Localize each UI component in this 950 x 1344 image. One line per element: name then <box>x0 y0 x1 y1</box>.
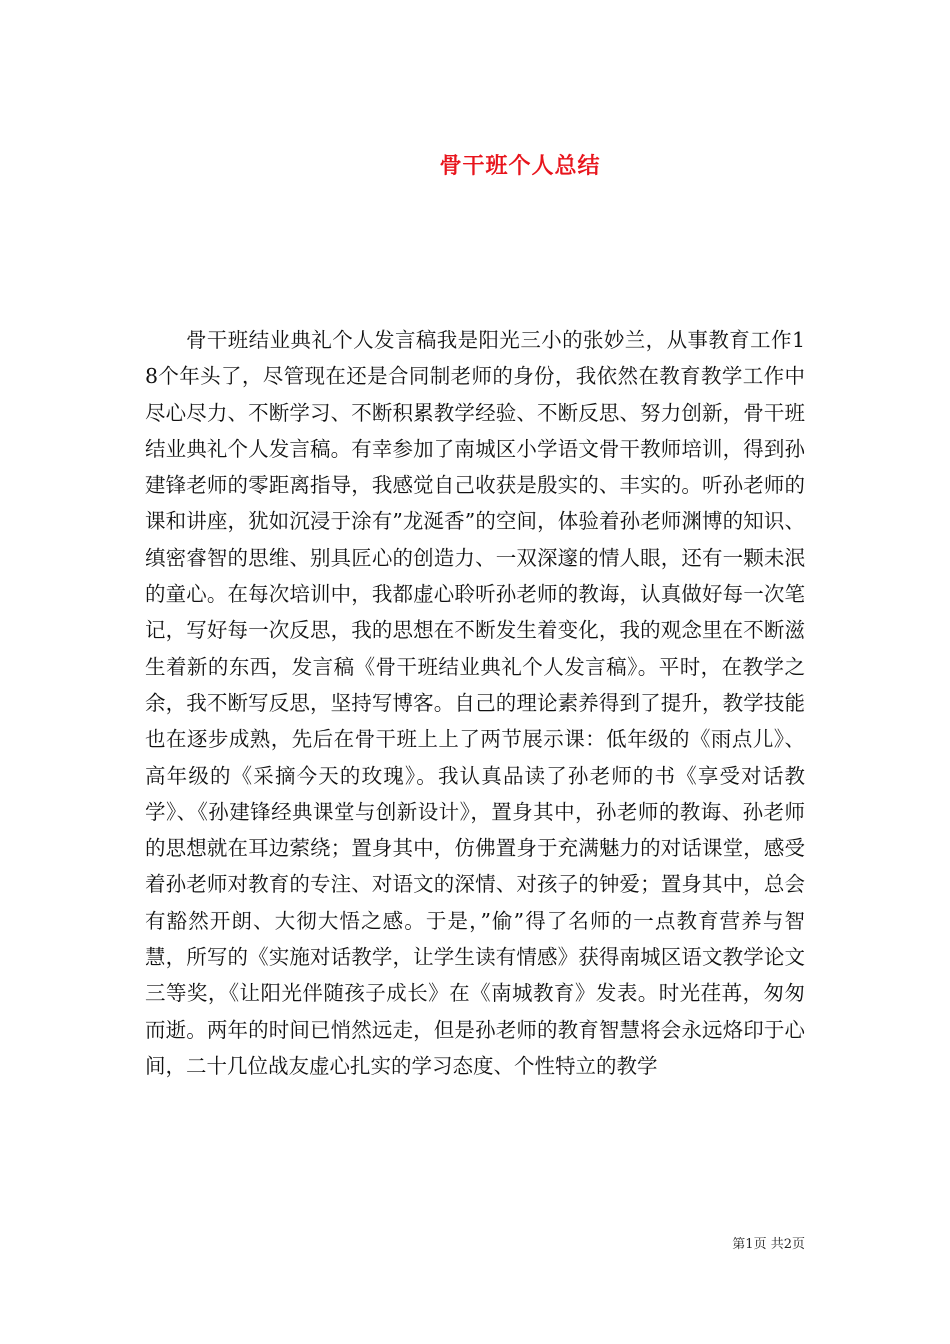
footer-prefix: 第 <box>732 1237 746 1252</box>
page-footer <box>732 1236 805 1254</box>
footer-current-page: 1 <box>745 1237 754 1252</box>
footer-middle: 页 共 <box>753 1237 784 1252</box>
footer-total-pages: 2 <box>783 1237 792 1252</box>
body-paragraph: 骨干班结业典礼个人发言稿我是阳光三小的张妙兰，从事教育工作18个年头了，尽管现在还是合同制老师的身份，我依然在教育教学工作中尽心尽力、不断学习、不断积累教学经验、不断反思、努力创新，骨干班结业典礼个人发言稿。有幸参加了南城区小学语文骨干教师培训，得到孙建锋老师的零距离指导，我感觉自己收获是殷实的、丰实的。听孙老师的课和讲座，犹如沉浸于涂有”龙涎香”的空间，体验着孙老师渊博的知识、缜密睿智的思维、别具匠心的创造力、一双深邃的情人眼，还有一颗未泯的童心。在每次培训中，我都虚心聆听孙老师的教诲，认真做好每一次笔记，写好每一次反思，我的思想在不断发生着变化，我的观念里在不断滋生着新的东西，发言稿《骨干班结业典礼个人发言稿》。平时，在教学之余，我不断写反思，坚持写博客。自己的理论素养得到了提升，教学技能也在逐步成熟，先后在骨干班上上了两节展示课：低年级的《雨点儿》、高年级的《采摘今天的玫瑰》。我认真品读了孙老师的书《享受对话教学》、《孙建锋经典课堂与创新设计》，置身其中，孙老师的教诲、孙老师的思想就在耳边萦绕；置身其中，仿佛置身于充满魅力的对话课堂，感受着孙老师对教育的专注、对语文的深情、对孩子的钟爱；置身其中，总会有豁然开朗、大彻大悟之感。于是，”偷”得了名师的一点教育营养与智慧，所写的《实施对话教学，让学生读有情感》获得南城区语文教学论文三等奖，《让阳光伴随孩子成长》在《南城教育》发表。时光荏苒，匆匆而逝。两年的时间已悄然远走，但是孙老师的教育智慧将会永远烙印于心间，二十几位战友虚心扎实的学习态度、个性特立的教学 <box>145 328 805 1078</box>
footer-suffix: 页 <box>791 1237 805 1252</box>
document-title: 骨干班个人总结 <box>439 152 601 179</box>
